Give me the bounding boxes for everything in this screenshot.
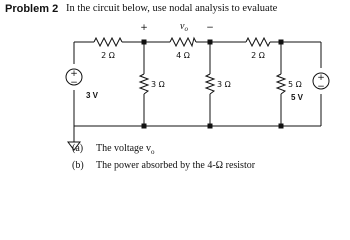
label-r-shunt-1: 3 Ω xyxy=(151,80,165,89)
vo-label: $v_o$ xyxy=(180,21,188,33)
question-b-tag: (b) xyxy=(72,160,84,171)
resistor-top-mid xyxy=(170,38,196,46)
node-bottom-1 xyxy=(142,124,147,129)
vo-plus: + xyxy=(140,23,148,33)
node-top-3 xyxy=(279,40,284,45)
problem-instruction: In the circuit below, use nodal analysis to evaluate xyxy=(66,3,278,14)
node-bottom-2 xyxy=(208,124,213,129)
problem-label: Problem 2 xyxy=(5,3,59,15)
label-r-shunt-2: 3 Ω xyxy=(217,80,231,89)
source-right-minus: − xyxy=(317,82,325,92)
question-a-sub: o xyxy=(150,148,155,156)
label-r-top-mid: 4 Ω xyxy=(176,51,190,60)
question-list xyxy=(72,142,255,173)
resistor-top-right xyxy=(246,38,270,46)
question-b-text: The power absorbed by the 4-Ω resistor xyxy=(96,160,256,171)
question-a-tag: (a) xyxy=(72,143,84,154)
question-a-text: The voltage v xyxy=(96,143,151,154)
resistor-shunt-1 xyxy=(140,74,148,94)
label-r-shunt-3: 5 Ω xyxy=(288,80,302,89)
label-r-top-left: 2 Ω xyxy=(101,51,115,60)
label-source-left: 3 V xyxy=(86,91,99,100)
vo-minus: − xyxy=(206,23,214,33)
resistor-shunt-3 xyxy=(277,74,285,94)
node-top-1 xyxy=(142,40,147,45)
label-r-top-right: 2 Ω xyxy=(251,51,265,60)
node-bottom-3 xyxy=(279,124,284,129)
source-right-plus: + xyxy=(317,73,325,83)
resistor-top-left xyxy=(94,38,122,46)
source-left-minus: − xyxy=(70,78,78,88)
source-left-plus: + xyxy=(70,69,78,79)
node-top-2 xyxy=(208,40,213,45)
question-b xyxy=(72,159,255,173)
resistor-shunt-2 xyxy=(206,74,214,94)
label-source-right: 5 V xyxy=(290,93,303,102)
question-a xyxy=(72,142,255,159)
